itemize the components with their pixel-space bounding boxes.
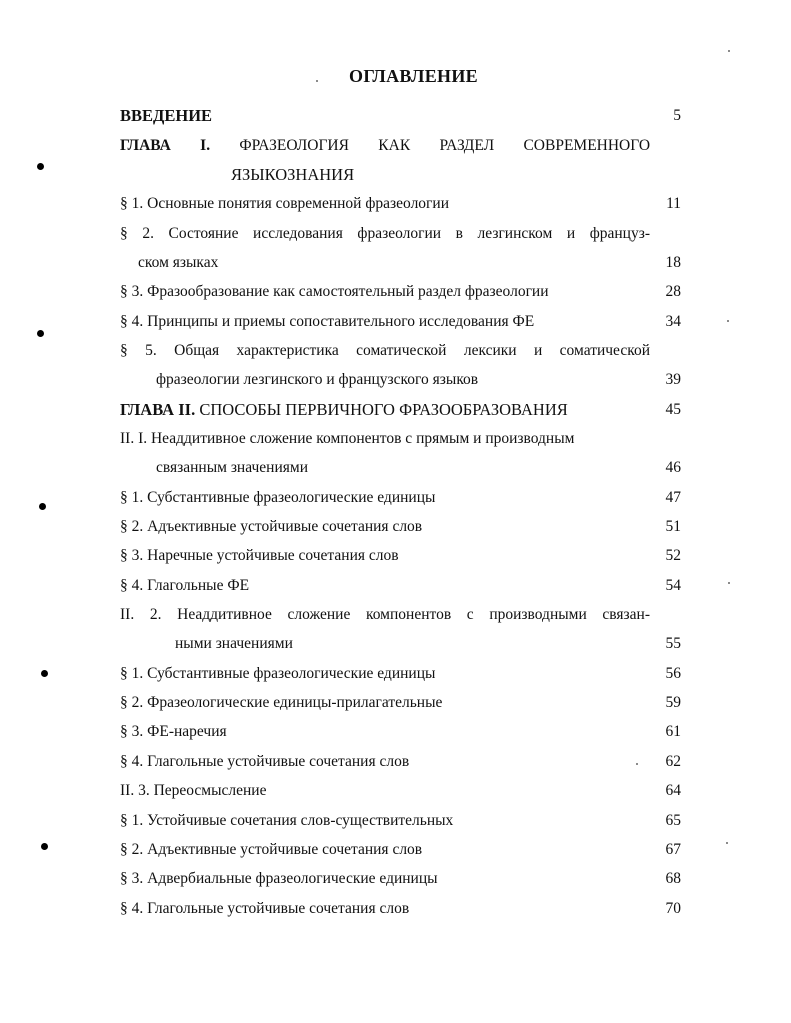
toc-page-number: 55: [665, 635, 681, 652]
scan-speck: [727, 320, 729, 322]
toc-entry: § 1. Субстантивные фразеологические единицы: [120, 665, 436, 682]
toc-page-number: 11: [666, 195, 681, 212]
toc-page-number: 47: [665, 489, 681, 506]
toc-page-number: 52: [665, 547, 681, 564]
toc-page-number: 34: [665, 313, 681, 330]
toc-page-number: 68: [665, 870, 681, 887]
toc-page-number: 5: [673, 107, 681, 124]
toc-page-number: 56: [665, 665, 681, 682]
toc-entry: § 2. Адъективные устойчивые сочетания слов: [120, 841, 423, 858]
toc-entry: § 3. Наречные устойчивые сочетания слов: [120, 547, 399, 564]
toc-page-number: 39: [665, 371, 681, 388]
scan-speck: [636, 763, 638, 765]
binder-hole-mark: [37, 330, 44, 337]
toc-chapter-2: [120, 400, 568, 420]
toc-entry-introduction: ВВЕДЕНИЕ: [120, 106, 213, 125]
binder-hole-mark: [41, 670, 48, 677]
chapter-title: СПОСОБЫ ПЕРВИЧНОГО ФРАЗООБРАЗОВАНИЯ: [199, 400, 568, 419]
toc-page-number: 54: [665, 577, 681, 594]
chapter-title: ФРАЗЕОЛОГИЯ КАК РАЗДЕЛ СОВРЕМЕННОГО: [239, 137, 651, 154]
toc-section: II. 2. Неаддитивное сложение компонентов с производными связан-: [120, 606, 650, 623]
toc-entry: § 1. Устойчивые сочетания слов-существительных: [120, 812, 454, 829]
scan-speck: [726, 842, 728, 844]
toc-chapter-1: [120, 136, 650, 156]
toc-entry: § 3. ФЕ-наречия: [120, 723, 227, 740]
toc-page-number: 70: [665, 900, 681, 917]
toc-entry: § 4. Принципы и приемы сопоставительного исследования ФЕ: [120, 313, 535, 330]
binder-hole-mark: [41, 843, 48, 850]
toc-page-number: 51: [665, 518, 681, 535]
toc-entry: § 4. Глагольные ФЕ: [120, 577, 250, 594]
toc-entry: § 3. Адвербиальные фразеологические единицы: [120, 870, 438, 887]
toc-entry-cont: фразеологии лезгинского и французского языков: [156, 371, 479, 388]
toc-page-number: 65: [665, 812, 681, 829]
toc-section-cont: связанным значениями: [156, 459, 308, 476]
toc-page-number: 67: [665, 841, 681, 858]
scan-speck: [728, 582, 730, 584]
toc-entry: § 3. Фразообразование как самостоятельный раздел фразеологии: [120, 283, 549, 300]
toc-section-cont: ными значениями: [175, 635, 293, 652]
toc-page-number: 45: [665, 401, 681, 418]
toc-entry-cont: ском языках: [138, 254, 219, 271]
toc-page-number: 64: [665, 782, 681, 799]
toc-page-number: 61: [665, 723, 681, 740]
toc-page-number: 18: [665, 254, 681, 271]
toc-page-number: 46: [665, 459, 681, 476]
binder-hole-mark: [37, 163, 44, 170]
toc-entry: § 1. Субстантивные фразеологические единицы: [120, 489, 436, 506]
chapter-label: ГЛАВА I.: [120, 137, 211, 154]
chapter-label: ГЛАВА II.: [120, 400, 196, 419]
binder-hole-mark: [39, 503, 46, 510]
toc-entry: § 2. Состояние исследования фразеологии в лезгинском и француз-: [120, 225, 650, 242]
toc-chapter-1-cont: ЯЗЫКОЗНАНИЯ: [231, 165, 355, 184]
scan-speck: [316, 80, 318, 82]
toc-entry: § 1. Основные понятия современной фразеологии: [120, 195, 449, 212]
toc-page-number: 62: [665, 753, 681, 770]
toc-section: II. I. Неаддитивное сложение компонентов с прямым и производным: [120, 430, 575, 447]
toc-entry: § 4. Глагольные устойчивые сочетания слов: [120, 753, 410, 770]
scan-speck: [728, 50, 730, 52]
toc-section: II. 3. Переосмысление: [120, 782, 267, 799]
toc-entry: § 4. Глагольные устойчивые сочетания слов: [120, 900, 410, 917]
toc-page-number: 59: [665, 694, 681, 711]
toc-page-number: 28: [665, 283, 681, 300]
page-title: ОГЛАВЛЕНИЕ: [349, 66, 478, 86]
toc-entry: § 2. Фразеологические единицы-прилагательные: [120, 694, 443, 711]
toc-entry: § 5. Общая характеристика соматической лексики и соматической: [120, 342, 650, 359]
toc-entry: § 2. Адъективные устойчивые сочетания слов: [120, 518, 423, 535]
